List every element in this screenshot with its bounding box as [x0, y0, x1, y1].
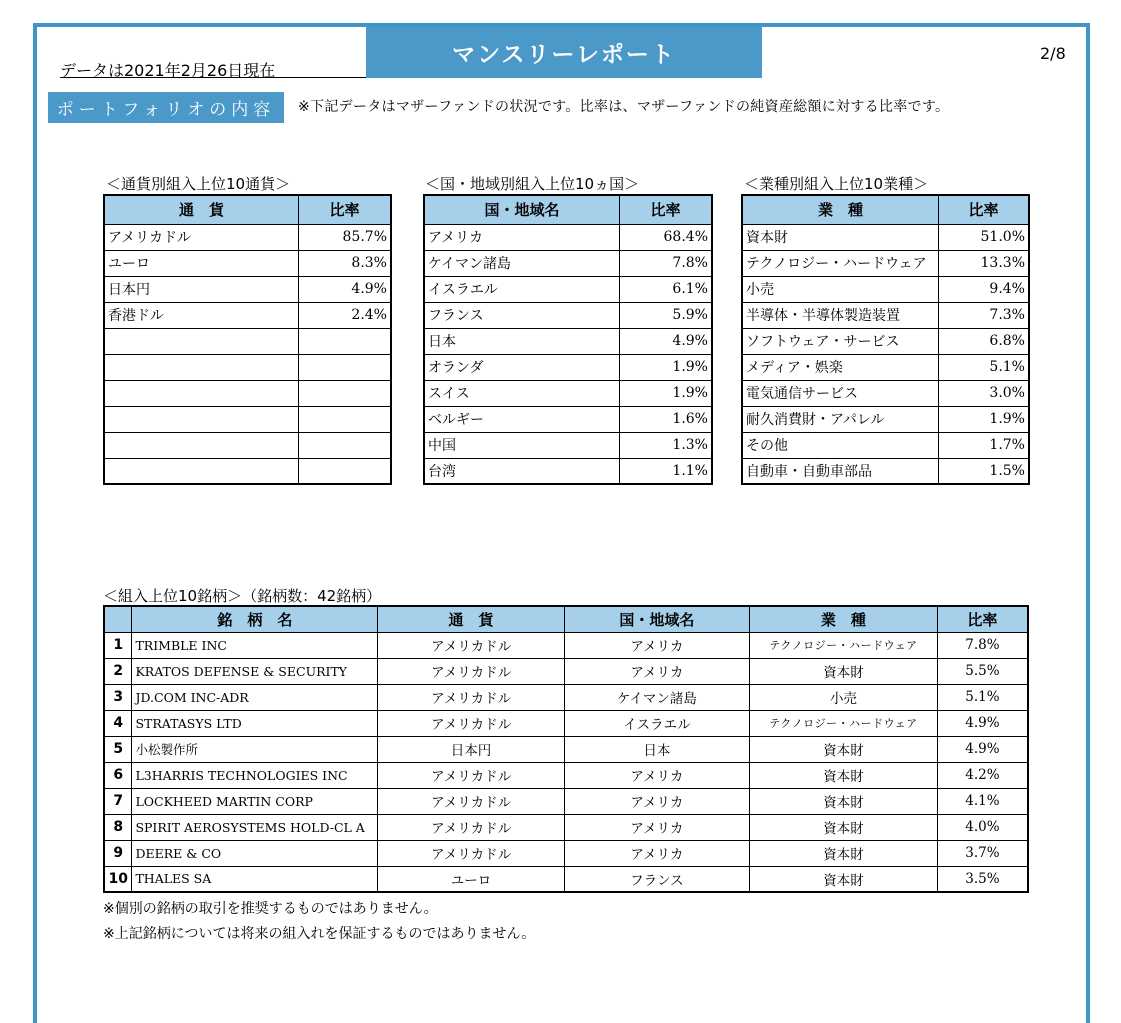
holdings-col-currency: 通 貨 [378, 606, 564, 632]
holding-industry-cell: テクノロジー・ハードウェア [750, 632, 938, 658]
country-row [424, 432, 712, 458]
holding-currency-cell: アメリカドル [378, 710, 564, 736]
industry-row [742, 458, 1029, 484]
holdings-row [104, 840, 1028, 866]
country-ratio-cell: 1.9% [620, 354, 712, 380]
holding-name-cell: JD.COM INC-ADR [132, 684, 378, 710]
currency-name-cell [104, 380, 299, 406]
holding-no-cell: 2 [104, 658, 132, 684]
country-ratio-cell: 68.4% [620, 224, 712, 250]
holding-currency-cell: アメリカドル [378, 788, 564, 814]
country-ratio-cell: 6.1% [620, 276, 712, 302]
industry-row [742, 302, 1029, 328]
country-col-ratio: 比率 [620, 195, 712, 224]
currency-col-name: 通 貨 [104, 195, 299, 224]
holdings-row [104, 658, 1028, 684]
holding-no-cell: 8 [104, 814, 132, 840]
holding-currency-cell: アメリカドル [378, 684, 564, 710]
currency-ratio-cell [299, 354, 391, 380]
holding-industry-cell: 資本財 [750, 814, 938, 840]
currency-name-cell [104, 406, 299, 432]
country-row [424, 302, 712, 328]
industry-row [742, 276, 1029, 302]
currency-row [104, 302, 391, 328]
holding-country-cell: アメリカ [564, 814, 749, 840]
country-name-cell: 日本 [424, 328, 620, 354]
holdings-col-ratio: 比率 [937, 606, 1028, 632]
industry-name-cell: 自動車・自動車部品 [742, 458, 939, 484]
industry-name-cell: その他 [742, 432, 939, 458]
industry-ratio-cell: 6.8% [939, 328, 1029, 354]
holdings-row [104, 684, 1028, 710]
industry-name-cell: テクノロジー・ハードウェア [742, 250, 939, 276]
holdings-col-country: 国・地域名 [564, 606, 749, 632]
holding-name-cell: 小松製作所 [132, 736, 378, 762]
holding-industry-cell: 資本財 [750, 788, 938, 814]
country-ratio-cell: 1.6% [620, 406, 712, 432]
country-name-cell: 台湾 [424, 458, 620, 484]
holding-currency-cell: アメリカドル [378, 762, 564, 788]
industry-name-cell: 資本財 [742, 224, 939, 250]
industry-row [742, 250, 1029, 276]
industry-row [742, 328, 1029, 354]
currency-row [104, 250, 391, 276]
country-row [424, 406, 712, 432]
currency-row [104, 276, 391, 302]
country-row [424, 354, 712, 380]
industry-row [742, 406, 1029, 432]
country-ratio-cell: 4.9% [620, 328, 712, 354]
currency-ratio-cell: 4.9% [299, 276, 391, 302]
holding-currency-cell: アメリカドル [378, 814, 564, 840]
country-row [424, 250, 712, 276]
holding-ratio-cell: 4.2% [937, 762, 1028, 788]
holding-industry-cell: 資本財 [750, 840, 938, 866]
country-name-cell: ケイマン諸島 [424, 250, 620, 276]
holding-country-cell: アメリカ [564, 762, 749, 788]
currency-row [104, 380, 391, 406]
holding-no-cell: 4 [104, 710, 132, 736]
industry-name-cell: 小売 [742, 276, 939, 302]
currency-col-ratio: 比率 [299, 195, 391, 224]
holding-industry-cell: テクノロジー・ハードウェア [750, 710, 938, 736]
currency-name-cell [104, 432, 299, 458]
footnote-2: ※上記銘柄については将来の組入れを保証するものではありません。 [103, 926, 536, 942]
industry-col-ratio: 比率 [939, 195, 1029, 224]
holding-name-cell: SPIRIT AEROSYSTEMS HOLD-CL A [132, 814, 378, 840]
holdings-row [104, 762, 1028, 788]
country-col-name: 国・地域名 [424, 195, 620, 224]
country-caption: ＜国・地域別組入上位10ヵ国＞ [425, 175, 640, 193]
holding-country-cell: アメリカ [564, 632, 749, 658]
holding-name-cell: STRATASYS LTD [132, 710, 378, 736]
industry-name-cell: 耐久消費財・アパレル [742, 406, 939, 432]
holding-country-cell: フランス [564, 866, 749, 892]
industry-ratio-cell: 1.7% [939, 432, 1029, 458]
currency-caption: ＜通貨別組入上位10通貨＞ [106, 175, 291, 193]
country-row [424, 328, 712, 354]
holding-industry-cell: 資本財 [750, 762, 938, 788]
country-name-cell: アメリカ [424, 224, 620, 250]
holdings-row [104, 632, 1028, 658]
page-number: 2/8 [1040, 44, 1066, 63]
currency-ratio-cell: 2.4% [299, 302, 391, 328]
currency-name-cell: アメリカドル [104, 224, 299, 250]
industry-row [742, 224, 1029, 250]
country-table [423, 194, 713, 485]
holding-currency-cell: アメリカドル [378, 632, 564, 658]
holding-name-cell: TRIMBLE INC [132, 632, 378, 658]
holding-industry-cell: 小売 [750, 684, 938, 710]
holding-country-cell: 日本 [564, 736, 749, 762]
currency-name-cell [104, 458, 299, 484]
holding-currency-cell: アメリカドル [378, 840, 564, 866]
country-ratio-cell: 7.8% [620, 250, 712, 276]
industry-ratio-cell: 7.3% [939, 302, 1029, 328]
holding-no-cell: 10 [104, 866, 132, 892]
currency-name-cell: 日本円 [104, 276, 299, 302]
holdings-row [104, 710, 1028, 736]
country-name-cell: イスラエル [424, 276, 620, 302]
holding-no-cell: 9 [104, 840, 132, 866]
country-row [424, 276, 712, 302]
holdings-col-name: 銘 柄 名 [132, 606, 378, 632]
holding-no-cell: 6 [104, 762, 132, 788]
industry-name-cell: メディア・娯楽 [742, 354, 939, 380]
holdings-row [104, 814, 1028, 840]
currency-row [104, 224, 391, 250]
country-name-cell: ベルギー [424, 406, 620, 432]
holding-ratio-cell: 7.8% [937, 632, 1028, 658]
holding-industry-cell: 資本財 [750, 658, 938, 684]
holdings-col-no [104, 606, 132, 632]
industry-ratio-cell: 3.0% [939, 380, 1029, 406]
holding-ratio-cell: 4.9% [937, 710, 1028, 736]
holdings-col-industry: 業 種 [750, 606, 938, 632]
industry-table [741, 194, 1030, 485]
holdings-caption: ＜組入上位10銘柄＞（銘柄数：42銘柄） [103, 587, 382, 605]
country-name-cell: 中国 [424, 432, 620, 458]
holding-currency-cell: 日本円 [378, 736, 564, 762]
section-note: ※下記データはマザーファンドの状況です。比率は、マザーファンドの純資産総額に対する比率です。 [298, 99, 950, 115]
holding-no-cell: 1 [104, 632, 132, 658]
holding-name-cell: KRATOS DEFENSE & SECURITY [132, 658, 378, 684]
industry-col-name: 業 種 [742, 195, 939, 224]
currency-name-cell: 香港ドル [104, 302, 299, 328]
currency-ratio-cell: 8.3% [299, 250, 391, 276]
currency-row [104, 458, 391, 484]
holdings-row [104, 736, 1028, 762]
holding-country-cell: アメリカ [564, 658, 749, 684]
industry-name-cell: ソフトウェア・サービス [742, 328, 939, 354]
industry-ratio-cell: 1.5% [939, 458, 1029, 484]
industry-name-cell: 半導体・半導体製造装置 [742, 302, 939, 328]
holding-ratio-cell: 3.5% [937, 866, 1028, 892]
country-row [424, 224, 712, 250]
holding-country-cell: ケイマン諸島 [564, 684, 749, 710]
currency-row [104, 354, 391, 380]
holding-country-cell: アメリカ [564, 788, 749, 814]
holding-ratio-cell: 3.7% [937, 840, 1028, 866]
industry-name-cell: 電気通信サービス [742, 380, 939, 406]
currency-ratio-cell [299, 432, 391, 458]
currency-row [104, 406, 391, 432]
country-name-cell: スイス [424, 380, 620, 406]
industry-row [742, 432, 1029, 458]
country-ratio-cell: 1.3% [620, 432, 712, 458]
holding-name-cell: DEERE & CO [132, 840, 378, 866]
country-ratio-cell: 5.9% [620, 302, 712, 328]
industry-row [742, 380, 1029, 406]
holding-country-cell: イスラエル [564, 710, 749, 736]
country-ratio-cell: 1.9% [620, 380, 712, 406]
holdings-table [103, 605, 1029, 893]
report-title: マンスリーレポート [366, 27, 762, 78]
holding-industry-cell: 資本財 [750, 866, 938, 892]
header-underline [60, 77, 366, 78]
country-name-cell: オランダ [424, 354, 620, 380]
country-row [424, 380, 712, 406]
currency-ratio-cell: 85.7% [299, 224, 391, 250]
currency-ratio-cell [299, 328, 391, 354]
currency-ratio-cell [299, 406, 391, 432]
holdings-row [104, 788, 1028, 814]
holdings-row [104, 866, 1028, 892]
industry-ratio-cell: 9.4% [939, 276, 1029, 302]
holding-ratio-cell: 5.1% [937, 684, 1028, 710]
holding-ratio-cell: 5.5% [937, 658, 1028, 684]
country-row [424, 458, 712, 484]
industry-ratio-cell: 51.0% [939, 224, 1029, 250]
section-label: ポートフォリオの内容 [48, 92, 284, 123]
currency-ratio-cell [299, 380, 391, 406]
currency-row [104, 328, 391, 354]
holding-currency-cell: アメリカドル [378, 658, 564, 684]
industry-ratio-cell: 5.1% [939, 354, 1029, 380]
holding-currency-cell: ユーロ [378, 866, 564, 892]
industry-ratio-cell: 13.3% [939, 250, 1029, 276]
footnote-1: ※個別の銘柄の取引を推奨するものではありません。 [103, 901, 438, 917]
holding-ratio-cell: 4.0% [937, 814, 1028, 840]
holding-ratio-cell: 4.9% [937, 736, 1028, 762]
currency-name-cell: ユーロ [104, 250, 299, 276]
industry-caption: ＜業種別組入上位10業種＞ [744, 175, 929, 193]
industry-ratio-cell: 1.9% [939, 406, 1029, 432]
currency-table [103, 194, 392, 485]
holding-name-cell: LOCKHEED MARTIN CORP [132, 788, 378, 814]
holding-no-cell: 5 [104, 736, 132, 762]
industry-row [742, 354, 1029, 380]
country-name-cell: フランス [424, 302, 620, 328]
holding-no-cell: 7 [104, 788, 132, 814]
data-date: データは2021年2月26日現在 [60, 61, 276, 80]
holding-name-cell: L3HARRIS TECHNOLOGIES INC [132, 762, 378, 788]
holding-no-cell: 3 [104, 684, 132, 710]
currency-name-cell [104, 354, 299, 380]
holding-ratio-cell: 4.1% [937, 788, 1028, 814]
holding-country-cell: アメリカ [564, 840, 749, 866]
holding-industry-cell: 資本財 [750, 736, 938, 762]
holding-name-cell: THALES SA [132, 866, 378, 892]
country-ratio-cell: 1.1% [620, 458, 712, 484]
currency-ratio-cell [299, 458, 391, 484]
currency-name-cell [104, 328, 299, 354]
currency-row [104, 432, 391, 458]
